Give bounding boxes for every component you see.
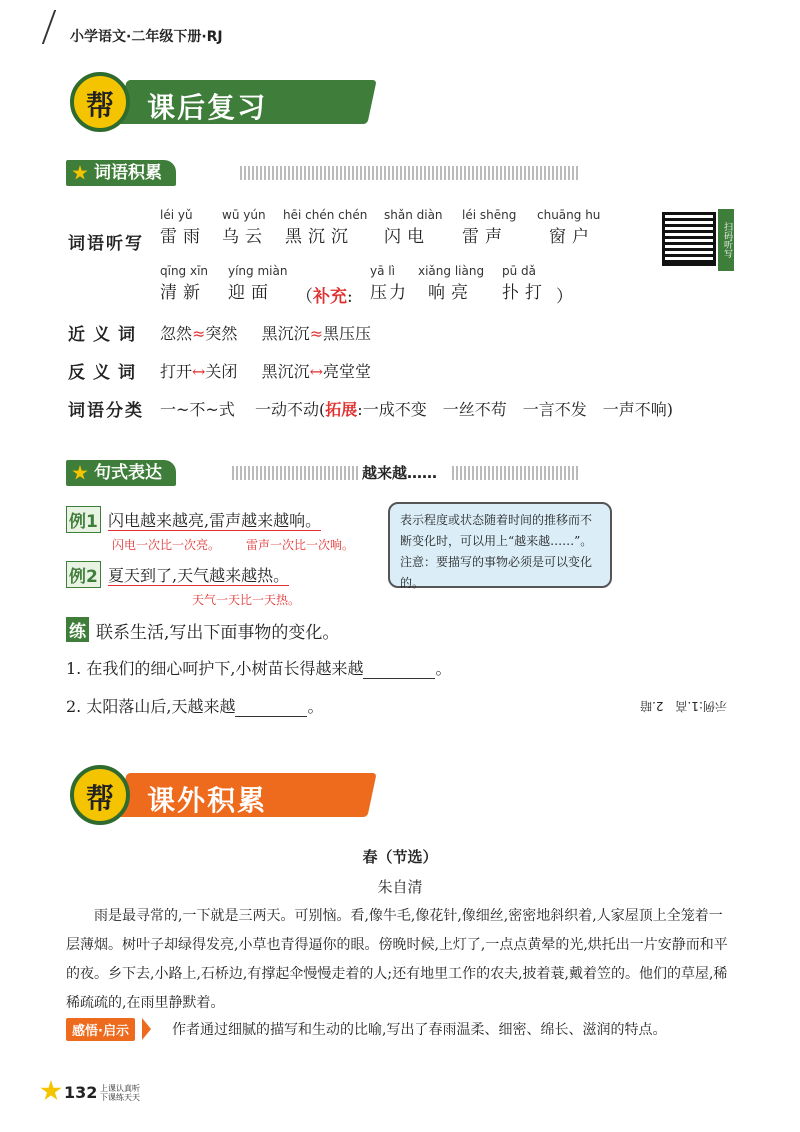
arrow-icon bbox=[142, 1018, 151, 1040]
word-item bbox=[222, 208, 268, 247]
banner-badge bbox=[70, 765, 130, 825]
insight-text: 作者通过细腻的描写和生动的比喻,写出了春雨温柔、细密、绵长、滋润的特点。 bbox=[172, 1022, 667, 1038]
dotted-divider bbox=[232, 466, 358, 480]
section-title-vocab bbox=[66, 160, 176, 186]
pinyin: wū yún bbox=[222, 208, 266, 222]
pinyin: léi shēng bbox=[462, 208, 517, 222]
buchong-label: 补充 bbox=[313, 287, 347, 307]
hanzi: 压力 bbox=[370, 283, 408, 303]
section-title-text: 词语积累 bbox=[94, 163, 162, 183]
hanzi: 扑打 bbox=[502, 283, 548, 303]
hanzi: 迎面 bbox=[228, 283, 274, 303]
pinyin: hēi chén chén bbox=[283, 208, 368, 222]
badge-text: 帮 bbox=[85, 89, 114, 122]
star-icon bbox=[40, 1080, 62, 1102]
practice-instruction: 联系生活,写出下面事物的变化。 bbox=[96, 623, 340, 643]
pinyin: shǎn diàn bbox=[384, 208, 443, 222]
example-tag: 例2 bbox=[66, 561, 101, 588]
hanzi: 清新 bbox=[160, 283, 206, 303]
pinyin: chuāng hu bbox=[537, 208, 601, 222]
buchong-open: （补充: bbox=[296, 287, 353, 307]
banner-review bbox=[70, 72, 380, 134]
jinyi-line: 忽然≈突然 黑沉沉≈黑压压 bbox=[160, 324, 372, 343]
banner-title: 课后复习 bbox=[147, 91, 268, 124]
practice-q2: 2. 太阳落山后,天越来越 。 bbox=[66, 697, 324, 716]
pinyin: yā lì bbox=[370, 264, 395, 278]
hanzi: 响亮 bbox=[428, 283, 474, 303]
pinyin: léi yǔ bbox=[160, 208, 193, 222]
label-tingxie: 词语听写 bbox=[68, 234, 144, 254]
word-item bbox=[283, 208, 367, 247]
poem-author: 朱自清 bbox=[377, 878, 423, 896]
example-note: 天气一天比一天热。 bbox=[192, 593, 301, 607]
example-note: 雷声一次比一次响。 bbox=[246, 538, 355, 552]
label-jinyi: 近义词 bbox=[68, 325, 143, 345]
example-sentence: 夏天到了,天气越来越热。 bbox=[108, 566, 290, 585]
word-item bbox=[160, 208, 206, 247]
hanzi: 窗户 bbox=[549, 227, 595, 247]
header-decor-line bbox=[42, 10, 56, 44]
footer-slogan: 上课认真听 下课练天天 bbox=[100, 1084, 140, 1102]
sentence-pattern: 越来越…… bbox=[362, 464, 438, 482]
fenlei-line: 一~不~式 一动不动(拓展:一成不变 一丝不苟 一言不发 一声不响) bbox=[160, 400, 673, 419]
hanzi: 雷声 bbox=[462, 227, 508, 247]
answer-upside-down: 示例:1.高 2.暗 bbox=[640, 699, 727, 713]
example-tag: 例1 bbox=[66, 506, 101, 533]
fanyi-line: 打开↔关闭 黑沉沉↔亮堂堂 bbox=[160, 362, 372, 381]
tip-bubble: 表示程度或状态随着时间的推移而不断变化时，可以用上“越来越……”。注意：要描写的事物必须是可以变化的。 bbox=[388, 502, 612, 588]
banner-title: 课外积累 bbox=[147, 784, 268, 817]
answer-blank[interactable] bbox=[235, 700, 307, 717]
dotted-divider bbox=[240, 166, 580, 180]
banner-bar bbox=[117, 80, 376, 124]
label-fenlei: 词语分类 bbox=[68, 401, 144, 421]
qr-tag: 扫码听写 bbox=[718, 209, 734, 271]
practice-q1: 1. 在我们的细心呵护下,小树苗长得越来越 。 bbox=[66, 659, 452, 678]
star-icon bbox=[72, 165, 88, 181]
answer-blank[interactable] bbox=[363, 662, 435, 679]
star-icon bbox=[72, 465, 88, 481]
pinyin: qīng xīn bbox=[160, 264, 209, 278]
word-item bbox=[418, 264, 484, 303]
pinyin: yíng miàn bbox=[228, 264, 288, 278]
pinyin: pū dǎ bbox=[502, 264, 537, 278]
hanzi: 雷雨 bbox=[160, 227, 206, 247]
buchong-close: ） bbox=[556, 287, 573, 307]
word-item bbox=[228, 264, 287, 303]
tuozhan-label: 拓展 bbox=[325, 400, 358, 419]
practice-tag: 练 bbox=[66, 617, 89, 642]
qr-code-icon[interactable] bbox=[662, 212, 716, 266]
hanzi: 黑沉沉 bbox=[285, 227, 354, 247]
word-item bbox=[384, 208, 443, 247]
poem-title: 春（节选） bbox=[362, 848, 438, 866]
word-item bbox=[502, 264, 548, 303]
banner-bar bbox=[117, 773, 376, 817]
section-title-text: 句式表达 bbox=[94, 463, 162, 483]
word-item bbox=[537, 208, 600, 247]
pinyin: xiǎng liàng bbox=[418, 264, 485, 278]
example-note: 闪电一次比一次亮。 bbox=[112, 538, 221, 552]
section-title-sentence bbox=[66, 460, 176, 486]
dotted-divider bbox=[452, 466, 580, 480]
header-title: 小学语文·二年级下册·RJ bbox=[70, 29, 223, 45]
hanzi: 闪电 bbox=[384, 227, 430, 247]
example-sentence: 闪电越来越亮,雷声越来越响。 bbox=[108, 511, 322, 530]
word-item bbox=[462, 208, 516, 247]
badge-text: 帮 bbox=[85, 782, 114, 815]
banner-extra bbox=[70, 765, 380, 827]
word-item bbox=[370, 264, 408, 303]
label-fanyi: 反义词 bbox=[68, 363, 143, 383]
insight-tag: 感悟·启示 bbox=[66, 1018, 135, 1041]
poem-paragraph: 雨是最寻常的,一下就是三两天。可别恼。看,像牛毛,像花针,像细丝,密密地斜织着,人家屋顶上全笼着一层薄烟。树叶子却绿得发亮,小草也青得逼你的眼。傍晚时候,上灯了,一点点黄晕的光,烘托出一片安静而和平的夜。乡下去,小路上,石桥边,有撑起伞慢慢走着的人;还有地里工作的农夫,披着蓑,戴着笠的。他们的草屋,稀稀疏疏的,在雨里静默着。 bbox=[66, 908, 728, 1011]
word-item bbox=[160, 264, 208, 303]
hanzi: 乌云 bbox=[222, 227, 268, 247]
banner-badge bbox=[70, 72, 130, 132]
page-number: 132 bbox=[64, 1083, 98, 1102]
